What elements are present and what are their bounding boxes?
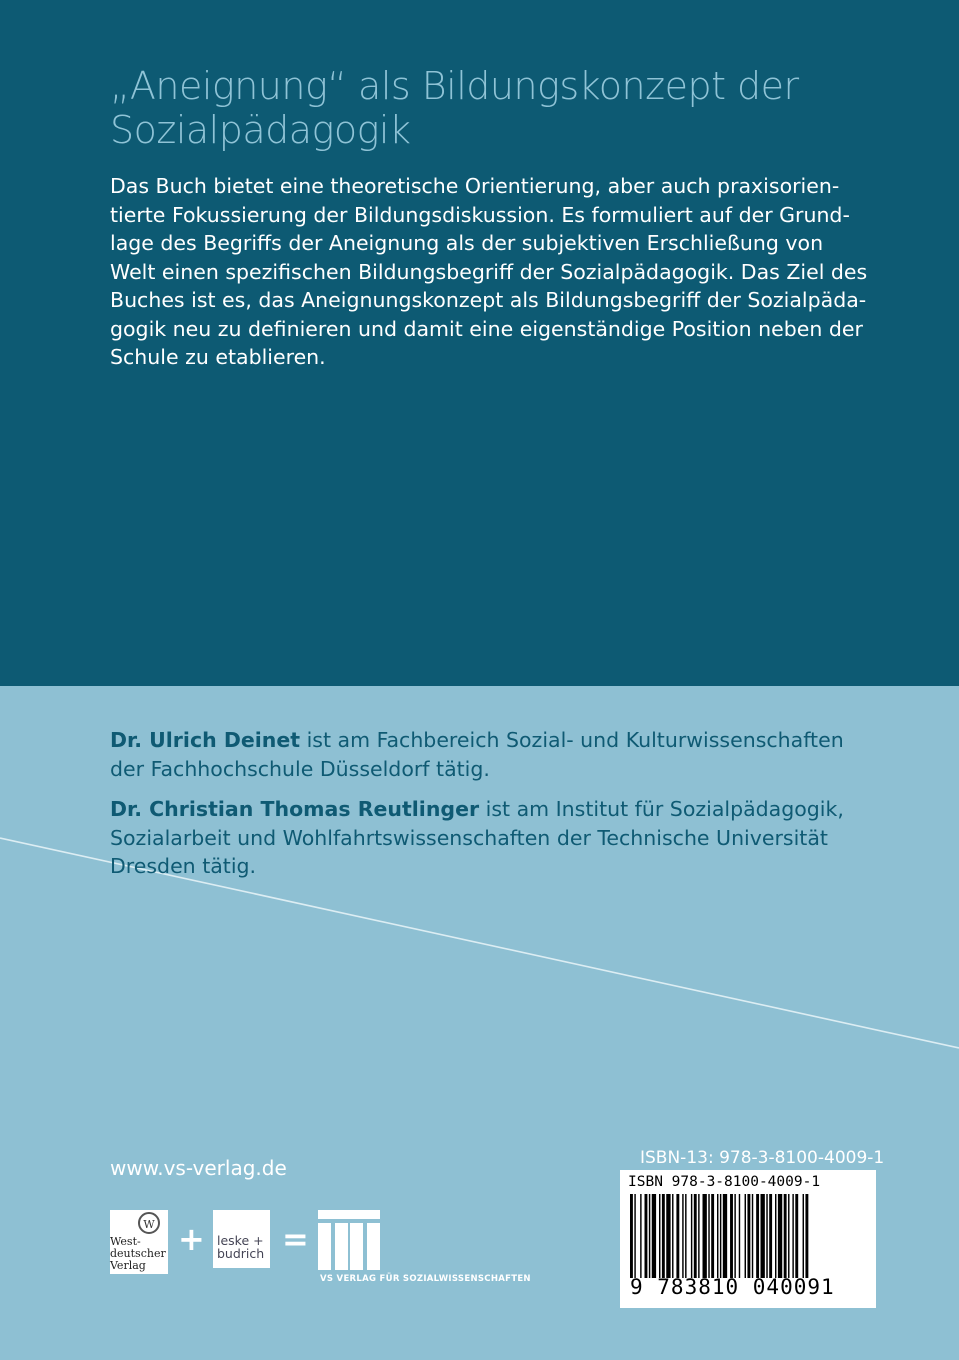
plus-sign: + — [178, 1220, 205, 1258]
description-line: lage des Begriffs der Aneignung als der subjektiven Erschließung von — [110, 231, 824, 255]
author-bio-line: der Fachhochschule Düsseldorf tätig. — [110, 756, 490, 781]
barcode-bars-icon — [628, 1194, 868, 1278]
westdeutscher-verlag-logo — [110, 1210, 168, 1274]
book-title — [110, 64, 870, 152]
book-description — [110, 172, 880, 372]
vs-verlag-label: VS VERLAG FÜR SOZIALWISSENSCHAFTEN — [320, 1274, 531, 1284]
wv-logo-line: deutscher — [110, 1247, 166, 1260]
isbn-barcode — [620, 1170, 876, 1308]
description-line: Welt einen spezifischen Bildungsbegriff der Sozialpädagogik. Das Ziel des — [110, 259, 868, 284]
publisher-logos — [110, 1208, 580, 1288]
title-line: „Aneignung“ als Bildungskonzept der — [110, 64, 799, 108]
description-line: tierte Fokussierung der Bildungsdiskussion. Es formuliert auf der Grund- — [110, 202, 850, 227]
author-bio-line — [110, 726, 900, 755]
lb-logo-line: leske + — [217, 1233, 264, 1248]
publisher-url[interactable]: www.vs-verlag.de — [110, 1156, 287, 1180]
author-bios — [110, 726, 900, 893]
author-bio — [110, 795, 900, 881]
author-bio-line: Sozialarbeit und Wohlfahrtswissenschaften der Technische Universität — [110, 825, 828, 850]
author-name: Dr. Christian Thomas Reutlinger — [110, 797, 480, 821]
isbn-label: ISBN-13: 978-3-8100-4009-1 — [640, 1148, 885, 1168]
author-bio-text: ist am Fachbereich Sozial- und Kulturwissenschaften — [300, 728, 844, 752]
author-bio-line — [110, 795, 900, 824]
leske-budrich-logo — [213, 1210, 270, 1268]
equals-sign: = — [282, 1220, 309, 1258]
vs-verlag-logo-icon — [318, 1210, 380, 1270]
author-name: Dr. Ulrich Deinet — [110, 728, 301, 752]
wv-logo-text — [110, 1236, 168, 1272]
description-line: gogik neu zu definieren und damit eine eigenständige Position neben der — [110, 316, 863, 341]
description-line: Buches ist es, das Aneignungskonzept als Bildungsbegriff der Sozialpäda- — [110, 288, 867, 312]
barcode-isbn-text: ISBN 978-3-8100-4009-1 — [628, 1174, 821, 1190]
author-bio-text: ist am Institut für Sozialpädagogik, — [479, 797, 844, 821]
title-line: Sozialpädagogik — [110, 108, 411, 152]
author-bio-line: Dresden tätig. — [110, 854, 257, 878]
description-line: Das Buch bietet eine theoretische Orientierung, aber auch praxisorien- — [110, 174, 840, 198]
barcode-number: 9 783810 040091 — [630, 1275, 835, 1299]
description-line: Schule zu etablieren. — [110, 345, 326, 369]
author-bio — [110, 726, 900, 783]
lb-logo-line: budrich — [217, 1246, 265, 1261]
wv-logo-line: West- — [110, 1235, 141, 1248]
lb-logo-text — [217, 1234, 264, 1260]
wv-mark-icon: W — [138, 1212, 160, 1234]
wv-logo-line: Verlag — [110, 1259, 146, 1272]
